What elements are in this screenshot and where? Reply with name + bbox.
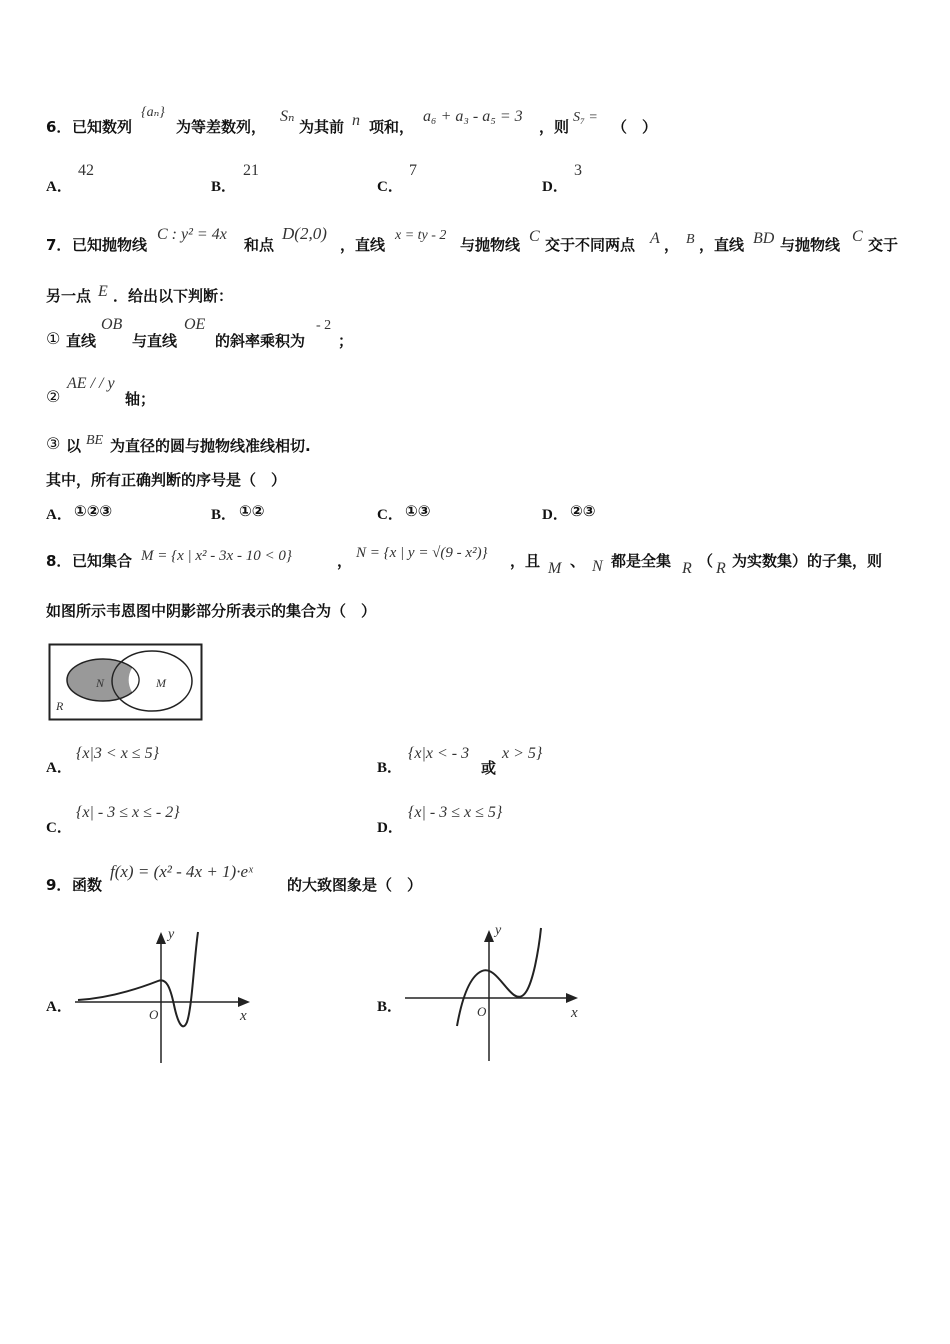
q6-text-4: 项和， — [369, 118, 415, 136]
graph-a-curve — [78, 932, 198, 1026]
q7-ob: OB — [101, 316, 123, 333]
graph-a-origin-label: O — [149, 1007, 159, 1022]
q6-n: n — [352, 112, 360, 129]
q8-option-a-value: {x|3 < x ≤ 5} — [76, 745, 159, 762]
q8-option-a-label: A． — [46, 760, 72, 776]
graph-a-x-arrow — [238, 997, 250, 1007]
q7-line: x = ty - 2 — [395, 228, 447, 243]
q7-judgment-1-text-d: ； — [338, 332, 354, 350]
q8-text-1: 已知集合 — [72, 552, 133, 570]
q9-option-b-label: B． — [377, 999, 403, 1015]
graph-a-y-label: y — [168, 927, 175, 942]
q8-option-b-or: 或 — [481, 759, 497, 777]
q8-text-4: 、 — [570, 552, 586, 570]
q7-oe: OE — [184, 316, 206, 333]
q6-sn: Sₙ — [280, 108, 295, 125]
q7-a: A — [650, 230, 660, 247]
q7-text-7: 与抛物线 — [780, 236, 841, 254]
q9-option-a-label: A． — [46, 999, 72, 1015]
q8-text-6: （ — [698, 552, 714, 570]
venn-label-m: M — [156, 676, 166, 690]
q7-option-c-value: ①③ — [405, 502, 431, 520]
q6-number: 6． — [46, 118, 72, 136]
venn-label-n: N — [96, 676, 105, 690]
q7-bd: BD — [753, 230, 775, 247]
q7-judgment-3-text-b: 为直径的圆与抛物线准线相切. — [110, 437, 311, 455]
venn-label-r: R — [56, 699, 64, 713]
q8-text-8: 如图所示韦恩图中阴影部分所表示的集合为（ ） — [46, 602, 377, 620]
q9-graph-b — [400, 918, 590, 1068]
q8-text-7: 为实数集）的子集，则 — [732, 552, 883, 570]
q7-judgment-1-text-a: 直线 — [66, 332, 97, 350]
q7-text-3: ，直线 — [340, 236, 386, 254]
q7-option-d-value: ②③ — [570, 502, 596, 520]
q6-option-d-label: D． — [542, 179, 568, 195]
q7-be: BE — [86, 433, 104, 448]
q7-text-6: ，直线 — [699, 236, 745, 254]
graph-a-x-label: x — [240, 1008, 247, 1024]
graph-b-origin-label: O — [477, 1004, 487, 1019]
q8-option-c-value: {x| - 3 ≤ x ≤ - 2} — [76, 804, 180, 821]
q8-option-d-label: D． — [377, 820, 403, 836]
graph-b-y-label: y — [495, 923, 502, 938]
q6-text-5: ，则 — [539, 118, 570, 136]
graph-b-curve — [457, 928, 541, 1026]
q7-number: 7． — [46, 236, 72, 254]
q7-judgment-1-mark: ① — [46, 329, 61, 348]
q9-number: 9． — [46, 876, 72, 894]
q8-text-5: 都是全集 — [611, 552, 672, 570]
q7-ae-parallel: AE / / y — [67, 375, 115, 392]
graph-b-x-arrow — [566, 993, 578, 1003]
q6-text-1: 已知数列 — [72, 118, 133, 136]
q8-set-n: N = {x | y = √(9 - x²)} — [356, 545, 488, 561]
q6-option-a-value: 42 — [78, 162, 94, 179]
q7-comma: ， — [664, 236, 680, 254]
q8-r2: R — [716, 560, 726, 577]
q9-graph-a — [70, 920, 260, 1070]
q8-m: M — [548, 560, 562, 577]
q7-ask: 其中，所有正确判断的序号是（ ） — [46, 471, 287, 489]
q7-judgment-3-mark: ③ — [46, 434, 61, 453]
q7-text-2: 和点 — [244, 236, 275, 254]
q6-option-d-value: 3 — [574, 162, 582, 179]
q8-option-d-value: {x| - 3 ≤ x ≤ 5} — [408, 804, 503, 821]
q8-text-3: ，且 — [510, 552, 541, 570]
q6-text-3: 为其前 — [299, 118, 345, 136]
q7-judgment-2-text: 轴； — [125, 390, 156, 408]
q7-option-a-value: ①②③ — [74, 502, 113, 520]
q8-number: 8． — [46, 552, 72, 570]
graph-b-y-arrow — [484, 930, 494, 942]
q7-b: B — [686, 232, 695, 247]
q6-equation: a₆ + a₃ - a₅ = 3 — [423, 108, 523, 125]
q7-text-10: ．给出以下判断： — [113, 287, 234, 305]
q7-text-4: 与抛物线 — [460, 236, 521, 254]
q8-r1: R — [682, 560, 692, 577]
q7-point-d: D(2,0) — [282, 224, 327, 243]
q8-option-b-tail: x > 5} — [502, 745, 543, 762]
q8-text-2: ， — [337, 552, 353, 570]
q6-text-2: 为等差数列， — [176, 118, 267, 136]
graph-a-y-arrow — [156, 932, 166, 944]
q9-text-2: 的大致图象是（ ） — [287, 876, 423, 894]
q7-option-a-label: A． — [46, 507, 72, 523]
q6-option-b-label: B． — [211, 179, 237, 195]
q8-venn-diagram — [48, 643, 204, 721]
q7-text-1: 已知抛物线 — [72, 236, 148, 254]
q7-judgment-1-text-c: 的斜率乘积为 — [215, 332, 306, 350]
q7-neg2: - 2 — [316, 318, 332, 333]
q7-text-9: 另一点 — [46, 287, 92, 305]
q6-s7: S₇ = — [573, 110, 598, 125]
q6-option-c-value: 7 — [409, 162, 417, 179]
q6-option-c-label: C． — [377, 179, 403, 195]
q6-paren: （ ） — [612, 118, 658, 136]
q8-option-b-value: {x|x < - 3 — [408, 745, 470, 762]
q8-option-b-label: B． — [377, 760, 403, 776]
q7-judgment-3-text-a: 以 — [66, 437, 82, 455]
q7-parabola: C : y² = 4x — [157, 226, 227, 243]
q7-text-8: 交于 — [868, 236, 899, 254]
q6-sequence: {aₙ} — [141, 105, 165, 120]
q7-option-b-label: B． — [211, 507, 237, 523]
q6-option-a-label: A． — [46, 179, 72, 195]
q7-judgment-1-text-b: 与直线 — [132, 332, 178, 350]
q7-text-5: 交于不同两点 — [545, 236, 636, 254]
q7-e: E — [98, 283, 108, 300]
q8-set-m: M = {x | x² - 3x - 10 < 0} — [141, 548, 292, 564]
q8-n: N — [592, 558, 603, 575]
q7-option-c-label: C． — [377, 507, 403, 523]
q7-option-b-value: ①② — [239, 502, 265, 520]
q7-option-d-label: D． — [542, 507, 568, 523]
q9-function: f(x) = (x² - 4x + 1)·eˣ — [110, 862, 253, 881]
q7-c1: C — [529, 228, 540, 245]
q6-option-b-value: 21 — [243, 162, 259, 179]
graph-b-x-label: x — [571, 1005, 578, 1021]
q7-judgment-2-mark: ② — [46, 387, 61, 406]
q8-option-c-label: C． — [46, 820, 72, 836]
q7-c2: C — [852, 228, 863, 245]
q9-text-1: 函数 — [72, 876, 103, 894]
